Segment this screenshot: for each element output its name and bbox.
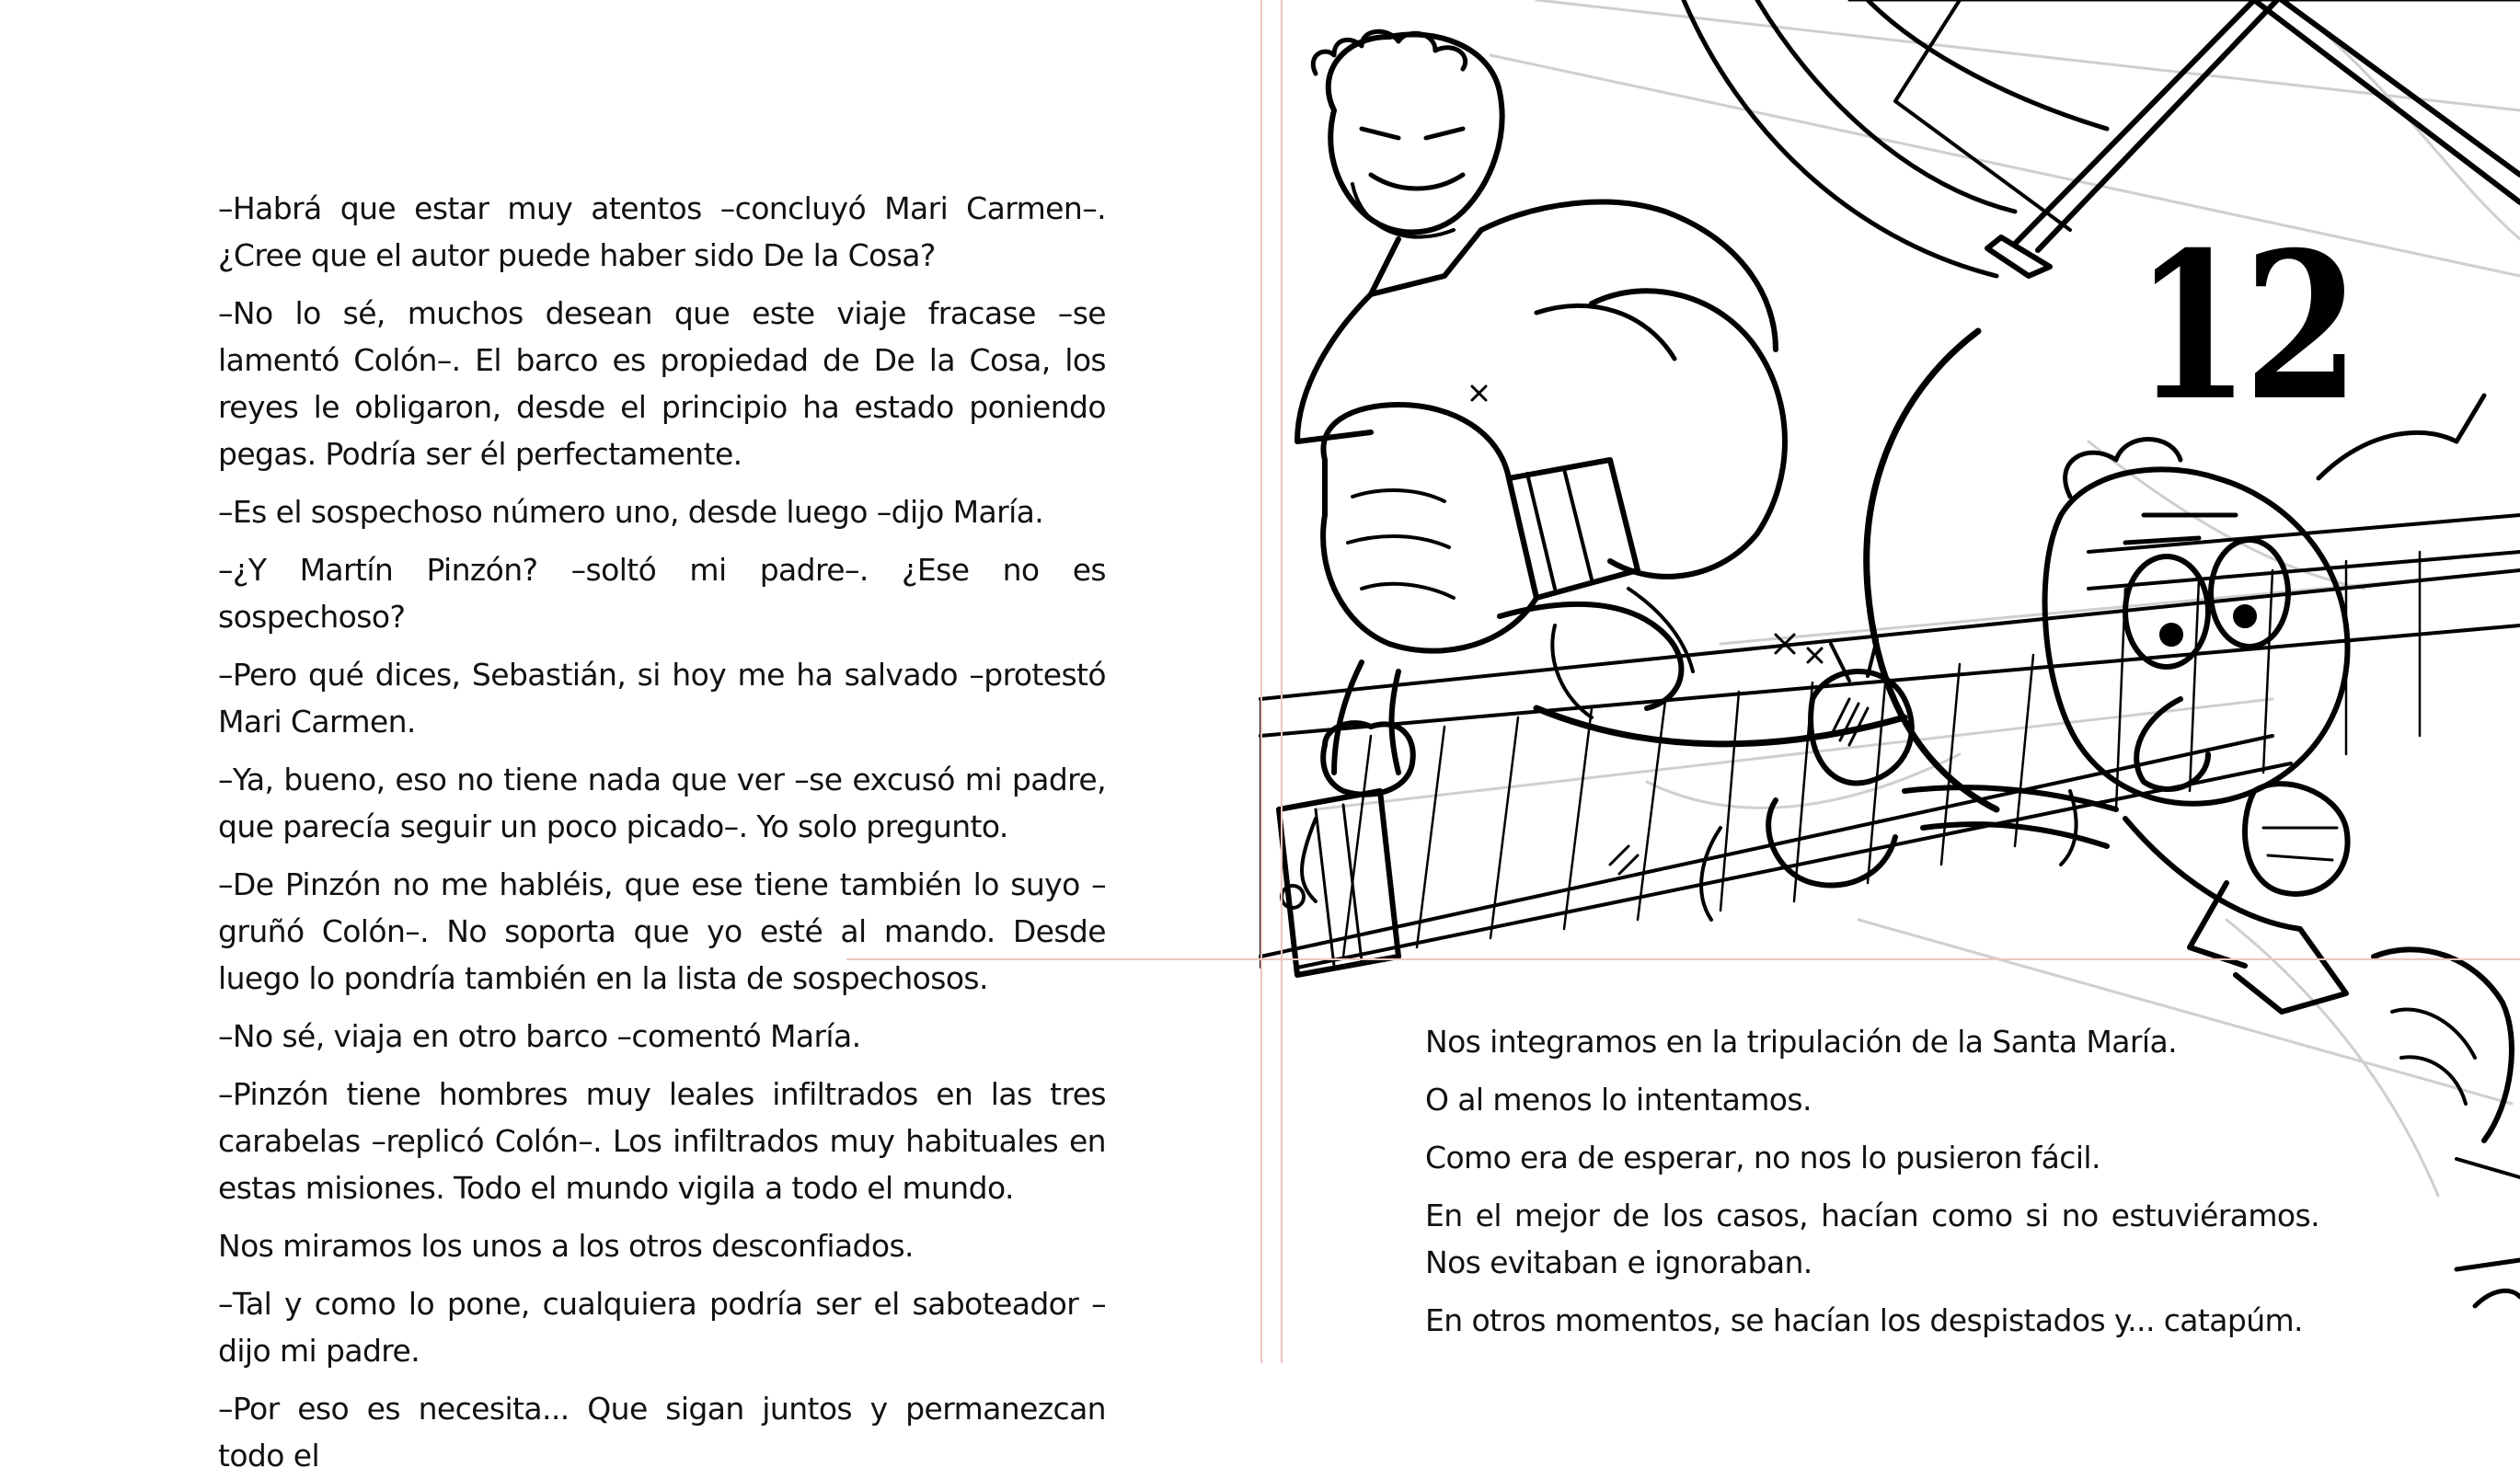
paragraph: –Habrá que estar muy atentos –concluyó Mari Carmen–. ¿Cree que el autor puede haber sido De la Cosa? xyxy=(218,190,1106,273)
chapter-number: 12 xyxy=(2135,207,2353,445)
paragraph: En otros momentos, se hacían los despistados y... catapúm. xyxy=(1425,1302,2303,1338)
page-gutter-line xyxy=(1260,0,1262,1363)
right-page xyxy=(1260,0,2520,1363)
paragraph: –Ya, bueno, eso no tiene nada que ver –se excusó mi padre, que parecía seguir un poco picado–. Yo solo pregunto. xyxy=(218,762,1106,844)
paragraph: –Pero qué dices, Sebastián, si hoy me ha salvado –protestó Mari Carmen. xyxy=(218,657,1106,740)
paragraph: Como era de esperar, no nos lo pusieron fácil. xyxy=(1425,1140,2100,1175)
paragraph: Nos miramos los unos a los otros desconfiados. xyxy=(218,1228,914,1264)
paragraph: O al menos lo intentamos. xyxy=(1425,1082,1812,1118)
paragraph: –¿Y Martín Pinzón? –soltó mi padre–. ¿Ese no es sospechoso? xyxy=(218,552,1106,635)
paragraph: –Pinzón tiene hombres muy leales infiltrados en las tres carabelas –replicó Colón–. Los infiltrados muy habituales en estas misiones. Todo el mundo vigila a todo el mundo. xyxy=(218,1076,1106,1206)
paragraph: En el mejor de los casos, hacían como si no estuviéramos. Nos evitaban e ignoraban. xyxy=(1425,1198,2319,1280)
paragraph-cut-off: –Por eso es necesita... Que sigan juntos y permanezcan todo el xyxy=(218,1391,1106,1473)
left-page-text xyxy=(218,185,1106,1473)
paragraph: Nos integramos en la tripulación de la Santa María. xyxy=(1425,1024,2177,1060)
horizontal-guide-line xyxy=(846,958,2520,960)
paragraph: –De Pinzón no me habléis, que ese tiene también lo suyo –gruñó Colón–. No soporta que yo esté al mando. Desde luego lo pondría también en la lista de sospechosos. xyxy=(218,866,1106,996)
paragraph: –Tal y como lo pone, cualquiera podría ser el saboteador –dijo mi padre. xyxy=(218,1286,1106,1369)
paragraph: –Es el sospechoso número uno, desde luego –dijo María. xyxy=(218,494,1044,530)
paragraph: –No sé, viaja en otro barco –comentó María. xyxy=(218,1018,861,1054)
paragraph: –No lo sé, muchos desean que este viaje fracase –se lamentó Colón–. El barco es propiedad de De la Cosa, los reyes le obligaron, desde el principio ha estado poniendo pegas. Podría ser él perfectamente. xyxy=(218,295,1106,472)
left-page xyxy=(0,0,1259,1473)
bleed-guide-line xyxy=(1281,0,1283,1363)
right-page-text xyxy=(1425,1018,2319,1355)
